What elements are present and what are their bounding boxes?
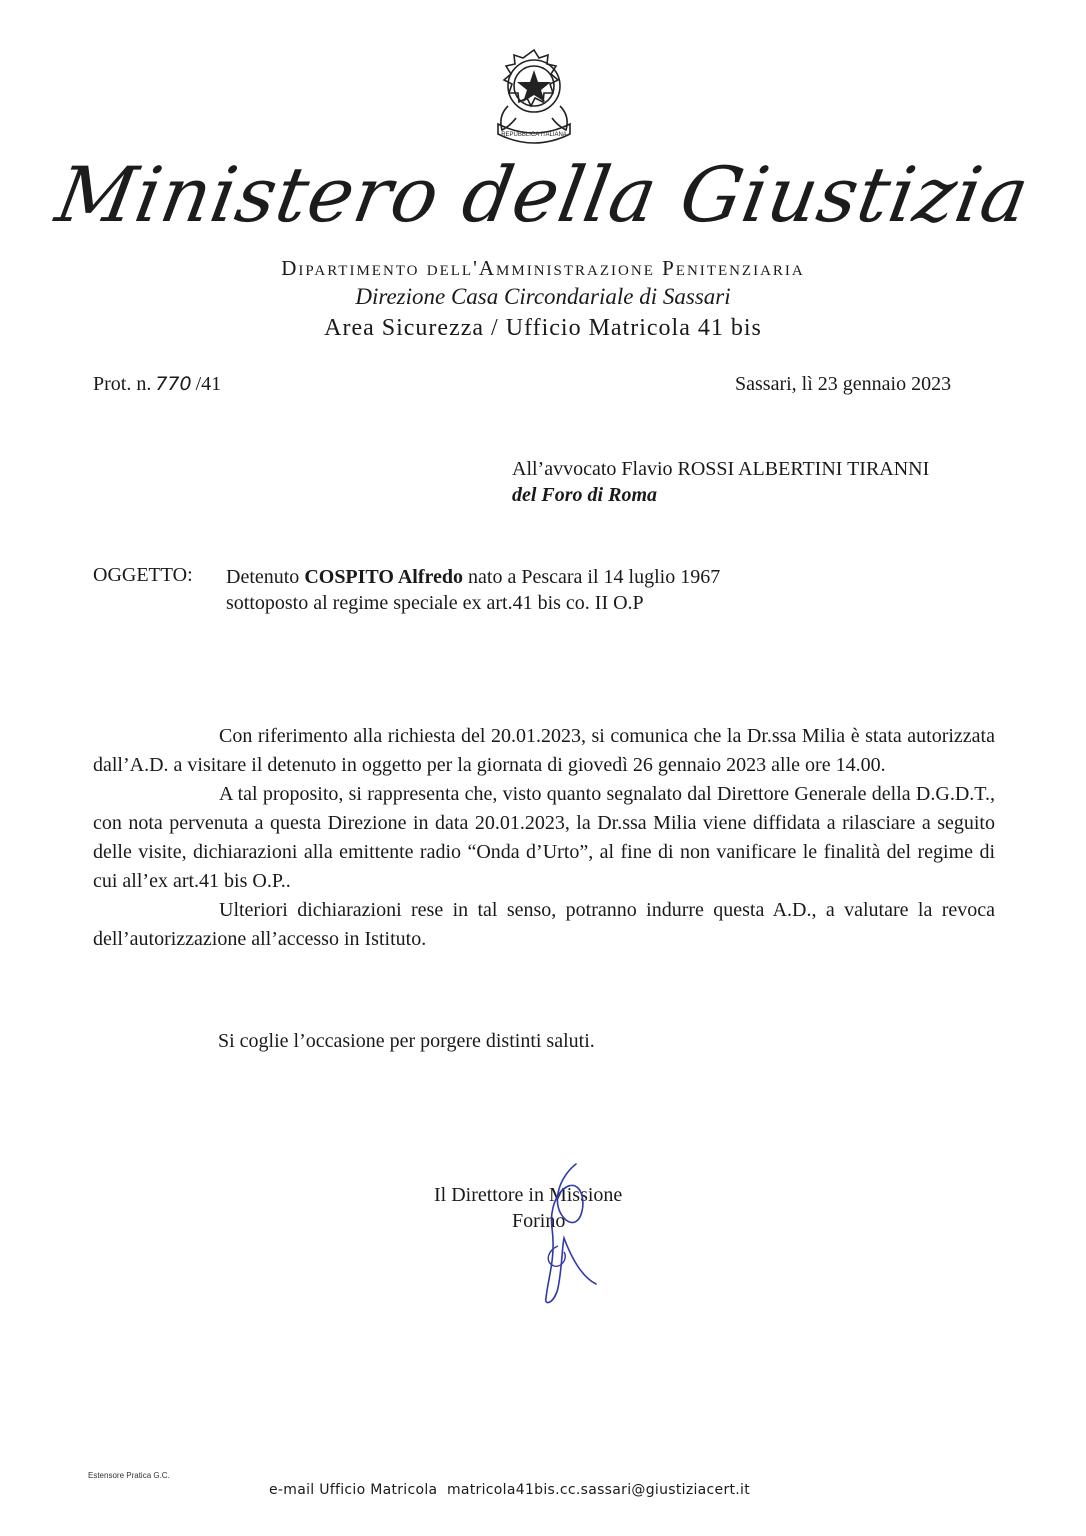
protocol-number bbox=[93, 373, 221, 396]
body-paragraph-1: Con riferimento alla richiesta del 20.01.2023, si comunica che la Dr.ssa Milia è stata autorizzata dall’A.D. a visitare il detenuto in oggetto per la giornata di giovedì 26 gennaio 2023 alle ore 14.00. bbox=[93, 725, 995, 776]
subject-text bbox=[226, 564, 720, 616]
letter-date: Sassari, lì 23 gennaio 2023 bbox=[735, 373, 952, 395]
signatory-name: Forino bbox=[512, 1210, 566, 1232]
department-name: Dipartimento dell'Amministrazione Penitenziaria bbox=[281, 256, 805, 280]
subject-detainee-name: COSPITO Alfredo bbox=[304, 566, 464, 588]
direction-name: Direzione Casa Circondariale di Sassari bbox=[355, 284, 731, 309]
drafter-note: Estensore Pratica G.C. bbox=[88, 1471, 170, 1480]
body-paragraph-2: A tal proposito, si rappresenta che, visto quanto segnalato dal Direttore Generale della D.G.D.T., con nota pervenuta a questa Direzione in data 20.01.2023, la Dr.ssa Milia viene diffidata a rilasciare a seguito delle visite, dichiarazioni alla emittente radio “Onda d’Urto”, al fine di non vanificare le finalità del regime di cui all’ex art.41 bis O.P.. bbox=[93, 783, 995, 892]
body-paragraph-3: Ulteriori dichiarazioni rese in tal senso, potranno indurre questa A.D., a valutare la revoca dell’autorizzazione all’accesso in Istituto. bbox=[93, 899, 995, 950]
office-area: Area Sicurezza / Ufficio Matricola 41 bis bbox=[324, 315, 762, 341]
subject-birth: nato a Pescara il 14 luglio 1967 bbox=[463, 566, 721, 588]
closing-greeting: Si coglie l’occasione per porgere distinti saluti. bbox=[218, 1030, 595, 1052]
addressee-bar: del Foro di Roma bbox=[512, 484, 658, 506]
subject-prefix: Detenuto bbox=[226, 566, 305, 588]
footer-email-address[interactable]: matricola41bis.cc.sassari@giustiziacert.it bbox=[446, 1482, 751, 1498]
republic-emblem-icon bbox=[488, 46, 580, 150]
signatory-title: Il Direttore in Missione bbox=[434, 1184, 623, 1206]
addressee-name: All’avvocato Flavio ROSSI ALBERTINI TIRANNI bbox=[512, 458, 930, 480]
protocol-prefix: Prot. n. bbox=[93, 373, 152, 395]
addressee-block bbox=[512, 456, 929, 508]
emblem-ribbon-text: REPUBBLICA ITALIANA bbox=[501, 132, 567, 138]
handwritten-signature-icon bbox=[518, 1158, 614, 1308]
letter-body bbox=[93, 722, 995, 954]
protocol-suffix: /41 bbox=[195, 373, 222, 395]
footer-contact bbox=[269, 1482, 750, 1498]
protocol-handwritten-number: 770 bbox=[155, 373, 192, 395]
footer-email-label: e-mail Ufficio Matricola bbox=[269, 1482, 438, 1498]
subject-regime: sottoposto al regime speciale ex art.41 bis co. II O.P bbox=[226, 592, 644, 614]
ministry-title: Ministero della Giustizia bbox=[49, 150, 1037, 239]
subject-label: OGGETTO: bbox=[93, 564, 193, 586]
